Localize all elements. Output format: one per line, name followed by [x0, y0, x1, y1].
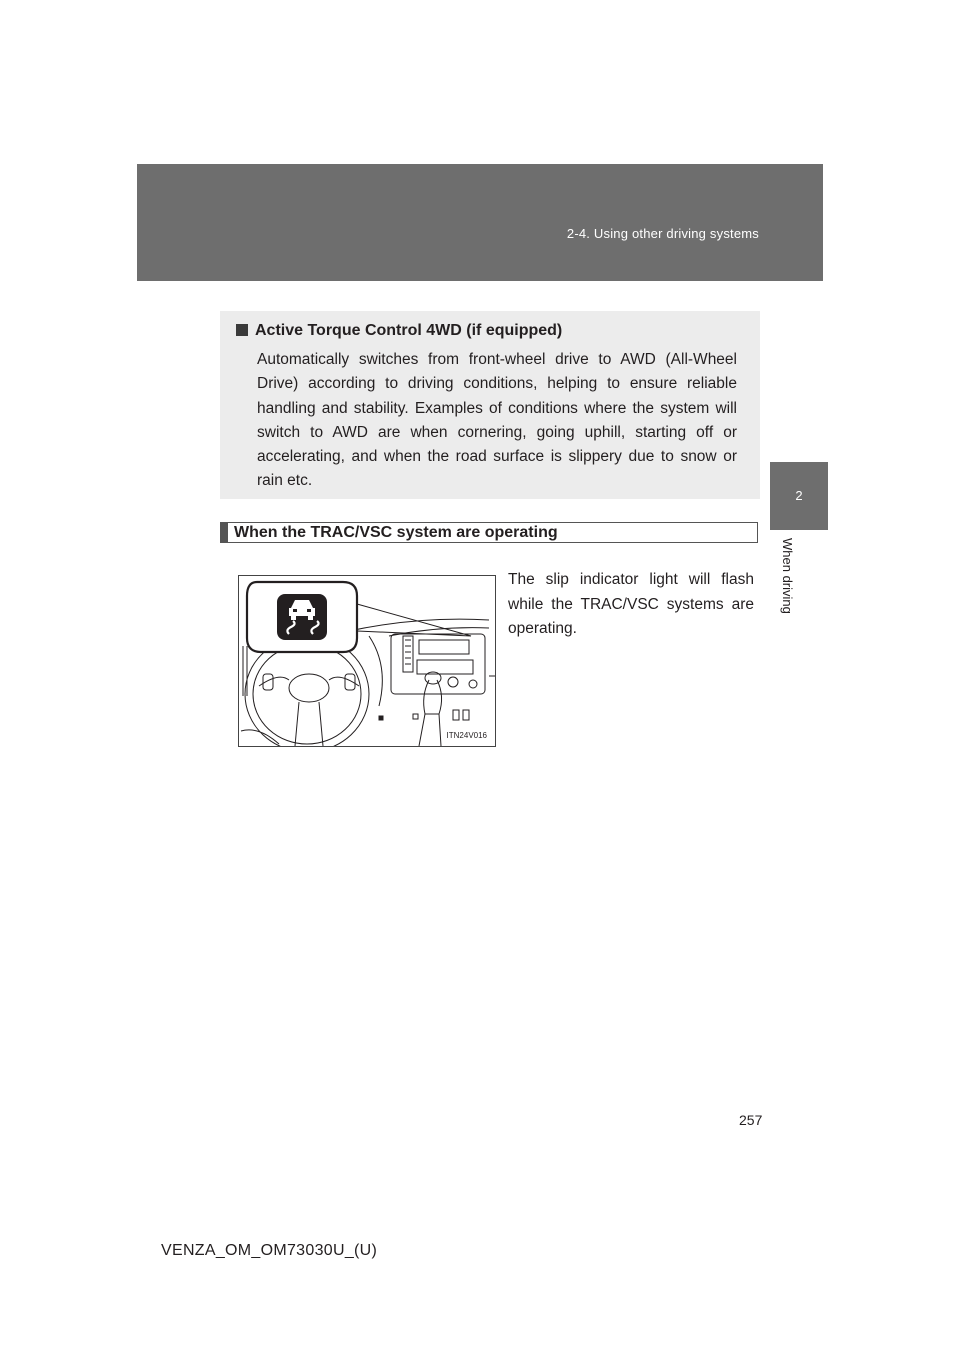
- info-box-title: [236, 322, 562, 340]
- bullet-square-icon: [236, 324, 248, 336]
- info-box-title-text: Active Torque Control 4WD (if equipped): [255, 322, 563, 339]
- section-heading: [220, 522, 758, 543]
- chapter-number: 2: [795, 488, 803, 503]
- document-code: VENZA_OM_OM73030U_(U): [161, 1242, 378, 1259]
- page-number: 257: [739, 1112, 763, 1128]
- section-heading-text: When the TRAC/VSC system are operating: [234, 524, 558, 541]
- dashboard-illustration: [238, 575, 496, 747]
- chapter-label-text: When driving: [780, 538, 795, 614]
- section-title: 2-4. Using other driving systems: [566, 226, 759, 241]
- info-box: [220, 311, 760, 499]
- section-description: The slip indicator light will flash while the TRAC/VSC systems are operating.: [508, 571, 754, 637]
- illustration-code: ITN24V016: [446, 731, 487, 740]
- page-header: [137, 164, 823, 281]
- chapter-label: [780, 538, 796, 628]
- chapter-tab: [770, 462, 828, 530]
- info-box-body: Automatically switches from front-wheel drive to AWD (All-Wheel Drive) according to driving conditions, helping to ensure reliable handling and stability. Examples of conditions where the system will switch to AWD are when cornering, going uphill, starting off or accelerating, and when the road surface is slippery due to snow or rain etc.: [257, 351, 737, 490]
- slip-indicator-icon: [277, 594, 327, 640]
- dashboard-drawing: [239, 576, 495, 746]
